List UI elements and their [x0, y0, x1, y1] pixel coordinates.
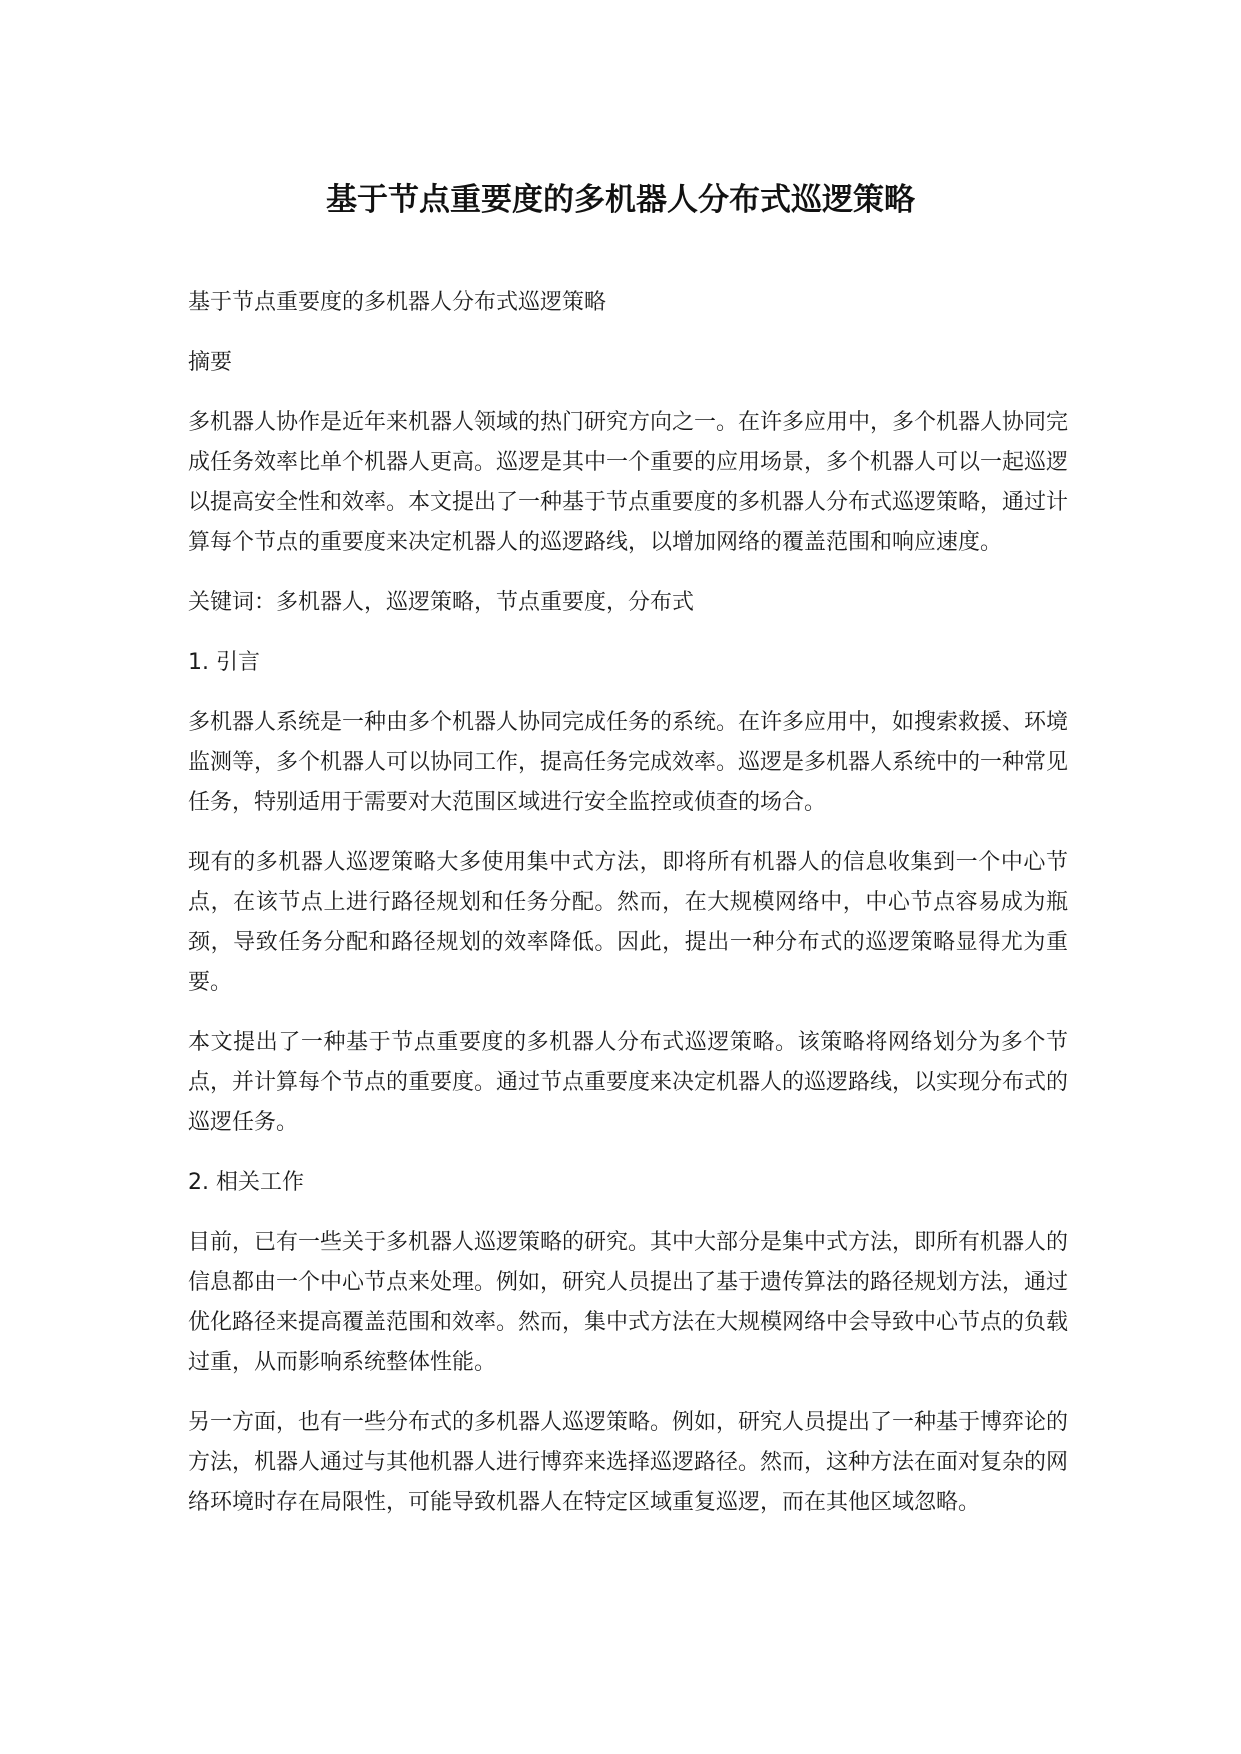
paragraph-intro-1: 多机器人系统是一种由多个机器人协同完成任务的系统。在许多应用中，如搜索救援、环境监测等，多个机器人可以协同工作，提高任务完成效率。巡逻是多机器人系统中的一种常见任务，特别适用于需要对大范围区域进行安全监控或侦查的场合。 [188, 710, 1069, 815]
paragraph-keywords: 关键词：多机器人，巡逻策略，节点重要度，分布式 [188, 590, 695, 615]
section-heading-related-work: 2. 相关工作 [188, 1170, 304, 1195]
paragraph-abstract-heading: 摘要 [188, 350, 233, 375]
document-body [188, 283, 1068, 1543]
document-title: 基于节点重要度的多机器人分布式巡逻策略 [326, 182, 915, 218]
paragraph-related-1: 目前，已有一些关于多机器人巡逻策略的研究。其中大部分是集中式方法，即所有机器人的信息都由一个中心节点来处理。例如，研究人员提出了基于遗传算法的路径规划方法，通过优化路径来提高覆盖范围和效率。然而，集中式方法在大规模网络中会导致中心节点的负载过重，从而影响系统整体性能。 [188, 1230, 1069, 1375]
paragraph-subtitle: 基于节点重要度的多机器人分布式巡逻策略 [188, 290, 607, 315]
paragraph-intro-3: 本文提出了一种基于节点重要度的多机器人分布式巡逻策略。该策略将网络划分为多个节点，并计算每个节点的重要度。通过节点重要度来决定机器人的巡逻路线，以实现分布式的巡逻任务。 [188, 1030, 1069, 1135]
paragraph-intro-2: 现有的多机器人巡逻策略大多使用集中式方法，即将所有机器人的信息收集到一个中心节点，在该节点上进行路径规划和任务分配。然而，在大规模网络中，中心节点容易成为瓶颈，导致任务分配和路径规划的效率降低。因此，提出一种分布式的巡逻策略显得尤为重要。 [188, 850, 1068, 995]
paragraph-abstract: 多机器人协作是近年来机器人领域的热门研究方向之一。在许多应用中，多个机器人协同完成任务效率比单个机器人更高。巡逻是其中一个重要的应用场景，多个机器人可以一起巡逻以提高安全性和效率。本文提出了一种基于节点重要度的多机器人分布式巡逻策略，通过计算每个节点的重要度来决定机器人的巡逻路线，以增加网络的覆盖范围和响应速度。 [188, 410, 1069, 555]
paragraph-related-2: 另一方面，也有一些分布式的多机器人巡逻策略。例如，研究人员提出了一种基于博弈论的方法，机器人通过与其他机器人进行博弈来选择巡逻路径。然而，这种方法在面对复杂的网络环境时存在局限性，可能导致机器人在特定区域重复巡逻，而在其他区域忽略。 [188, 1410, 1069, 1515]
section-heading-introduction: 1. 引言 [188, 650, 260, 675]
